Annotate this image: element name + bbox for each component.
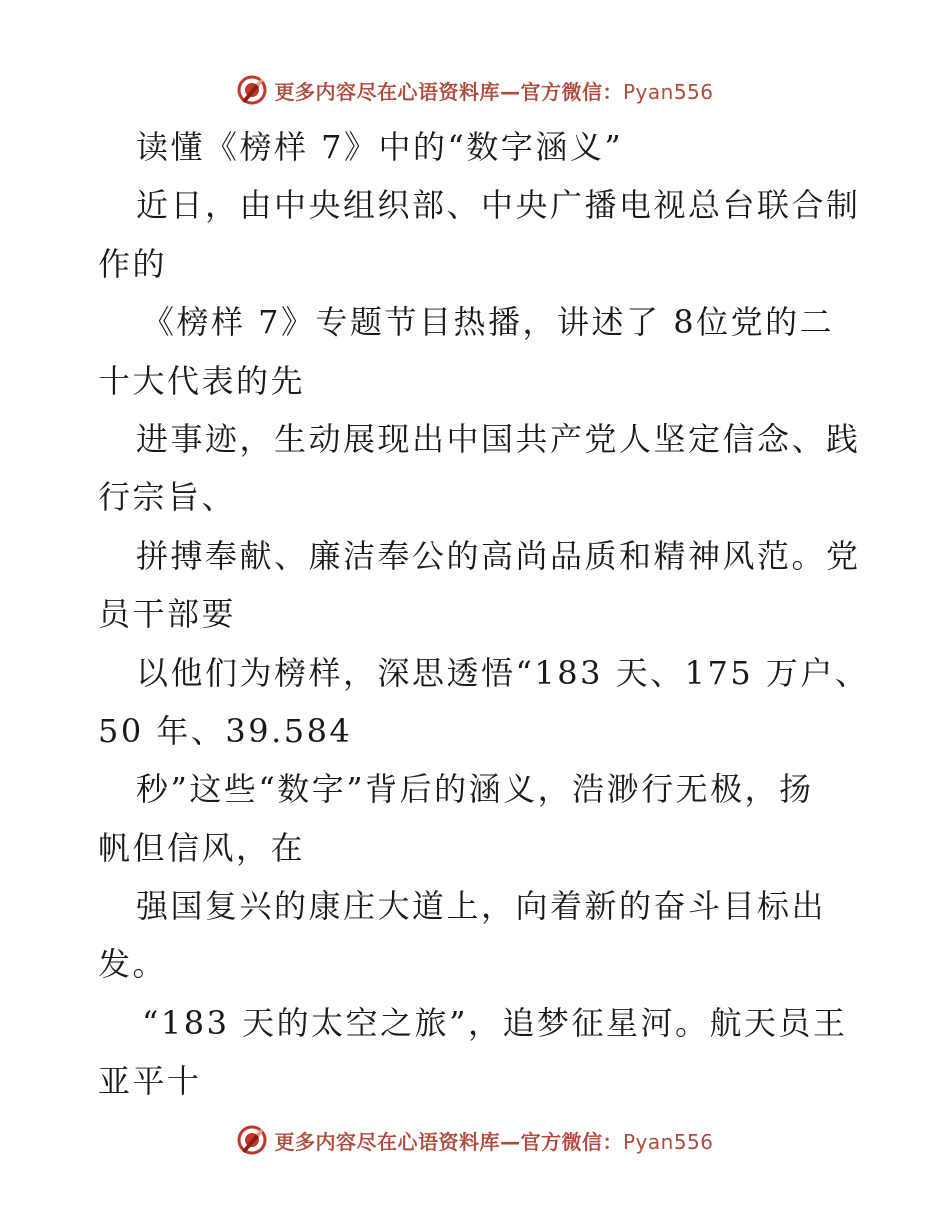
- wechat-id: Pyan556: [622, 79, 714, 104]
- text-line: 作的: [98, 244, 168, 283]
- text-line: 进事迹，生动展现出中国共产党人坚定信念、践: [136, 419, 861, 458]
- text-line: 亚平十: [98, 1062, 202, 1101]
- pen-logo-icon: [236, 1124, 268, 1156]
- text-line: 发。: [98, 945, 168, 984]
- text-line: 以他们为榜样，深思透悟“183 天、175 万户、: [136, 653, 870, 692]
- text-line: 行宗旨、: [98, 478, 237, 517]
- text-line: 近日，由中央组织部、中央广播电视总台联合制: [136, 186, 861, 225]
- text-line: 读懂《榜样 7》中的“数字涵义”: [136, 128, 624, 166]
- text-line: 《榜样 7》专题节目热播，讲述了 8位党的二: [142, 303, 835, 342]
- text-line: 强国复兴的康庄大道上，向着新的奋斗目标出: [136, 887, 827, 926]
- text-line: 员干部要: [98, 595, 237, 634]
- wechat-id: Pyan556: [622, 1129, 714, 1154]
- text-line: 秒”这些“数字”背后的涵义，浩渺行无极，扬: [136, 770, 814, 809]
- text-line: 十大代表的先: [98, 361, 306, 400]
- footer-banner: [0, 1120, 950, 1160]
- banner-text: 更多内容尽在心语资料库—官方微信：Pyan556: [274, 79, 714, 104]
- text-line: 50 年、39.584: [98, 711, 353, 750]
- pen-logo-icon: [236, 74, 268, 106]
- document-body: [98, 118, 870, 1111]
- text-line: 帆但信风，在: [98, 828, 306, 867]
- header-banner: [0, 70, 950, 110]
- text-line: 拼搏奉献、廉洁奉公的高尚品质和精神风范。党: [136, 536, 861, 575]
- banner-text: 更多内容尽在心语资料库—官方微信：Pyan556: [274, 1129, 714, 1154]
- text-line: “183 天的太空之旅”，追梦征星河。航天员王: [142, 1003, 848, 1042]
